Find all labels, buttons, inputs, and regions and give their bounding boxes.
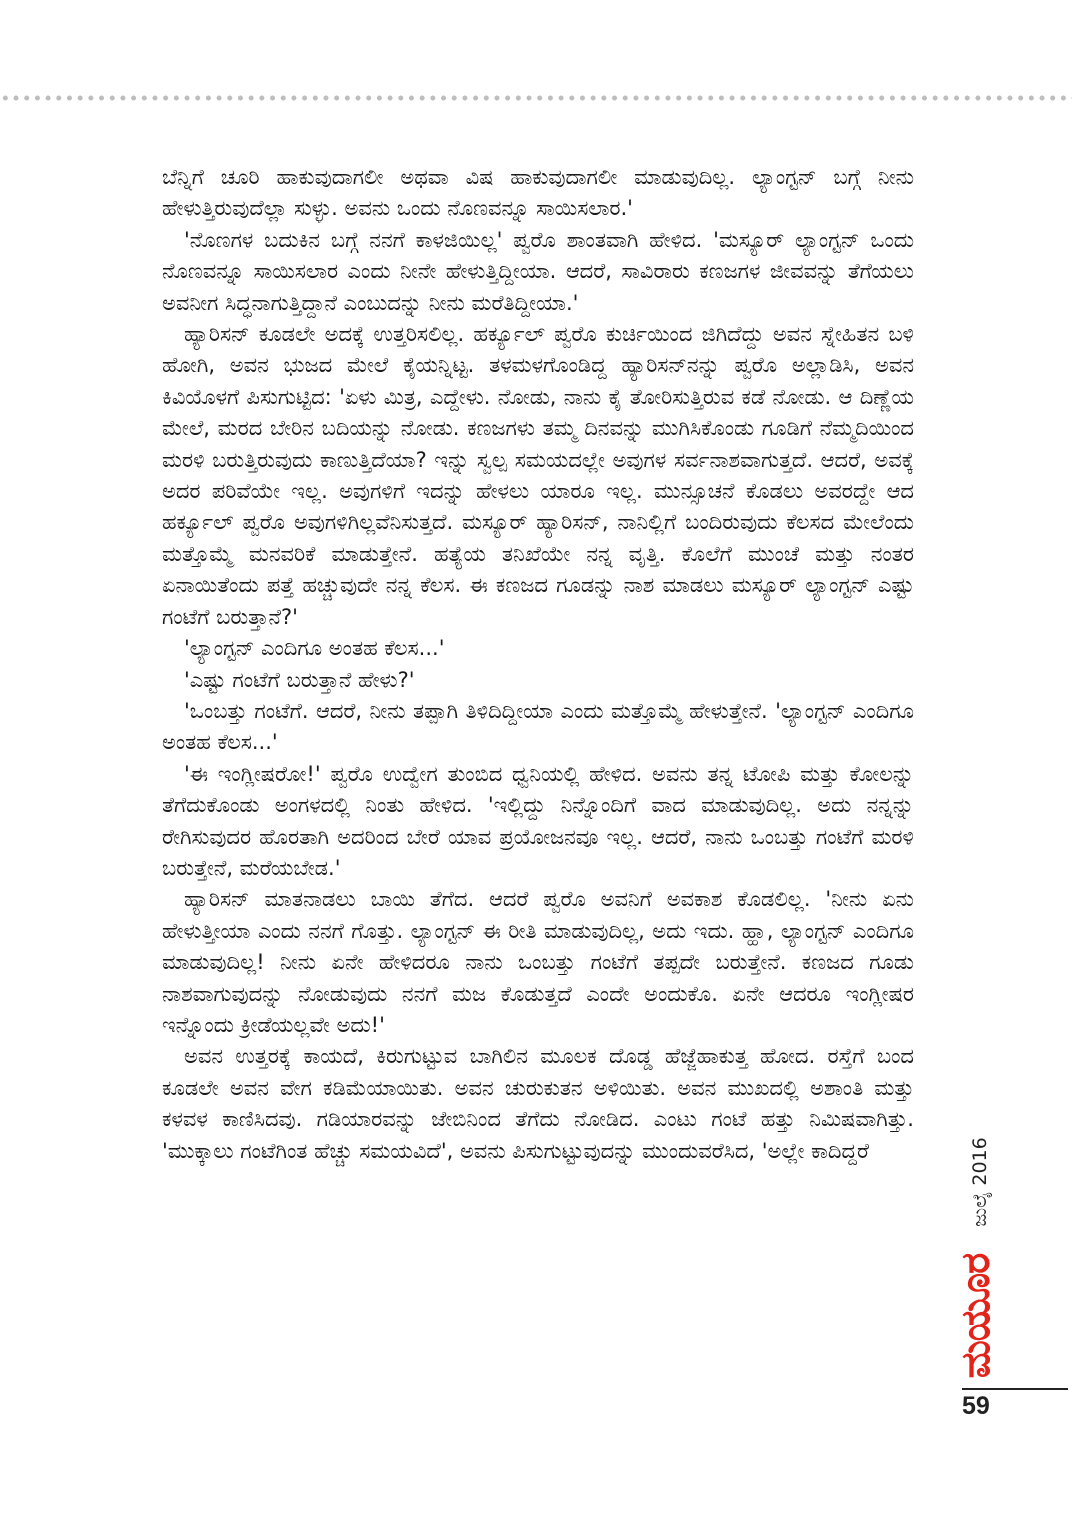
issue-date-text: ಜುಲೈ 2016 xyxy=(969,1137,991,1227)
magazine-logo xyxy=(945,1250,1007,1382)
magazine-logo-text: ಮಯೂರ xyxy=(953,1253,999,1379)
paragraph: 'ಲ್ಯಾಂಗ್ಟನ್ ಎಂದಿಗೂ ಅಂತಹ ಕೆಲಸ...' xyxy=(184,636,445,661)
paragraph: 'ನೊಣಗಳ ಬದುಕಿನ ಬಗ್ಗೆ ನನಗೆ ಕಾಳಜಿಯಿಲ್ಲ' ಪ್ವರೊ ಶಾಂತವಾಗಿ ಹೇಳಿದ. 'ಮಸ್ಯೂರ್ ಲ್ಯಾಂಗ್ಟನ್ ಒಂದು ನೊಣವನ್ನೂ ಸಾಯಿಸಲಾರ ಎಂದು ನೀನೇ ಹೇಳುತ್ತಿದ್ದೀಯಾ. ಆದರೆ, ಸಾವಿರಾರು ಕಣಜಗಳ ಜೀವವನ್ನು ತೆಗೆಯಲು ಅವನೀಗ ಸಿದ್ಧನಾಗುತ್ತಿದ್ದಾನೆ ಎಂಬುದನ್ನು ನೀನು ಮರೆತಿದ್ದೀಯಾ.' xyxy=(162,227,914,315)
issue-date xyxy=(960,1122,1000,1242)
paragraph: ಬೆನ್ನಿಗೆ ಚೂರಿ ಹಾಕುವುದಾಗಲೀ ಅಥವಾ ವಿಷ ಹಾಕುವುದಾಗಲೀ ಮಾಡುವುದಿಲ್ಲ. ಲ್ಯಾಂಗ್ಟನ್ ಬಗ್ಗೆ ನೀನು ಹೇಳುತ್ತಿರುವುದೆಲ್ಲಾ ಸುಳ್ಳು. ಅವನು ಒಂದು ನೊಣವನ್ನೂ ಸಾಯಿಸಲಾರ.' xyxy=(162,165,914,221)
paragraph: ಹ್ಯಾರಿಸನ್ ಕೂಡಲೇ ಅದಕ್ಕೆ ಉತ್ತರಿಸಲಿಲ್ಲ. ಹರ್ಕ್ಯೂಲ್ ಪ್ವರೊ ಕುರ್ಚಿಯಿಂದ ಜಿಗಿದೆದ್ದು ಅವನ ಸ್ನೇಹಿತನ ಬಳಿ ಹೋಗಿ, ಅವನ ಭುಜದ ಮೇಲೆ ಕೈಯನ್ನಿಟ್ಟ. ತಳಮಳಗೊಂಡಿದ್ದ ಹ್ಯಾರಿಸನ್‌ನನ್ನು ಪ್ವರೊ ಅಲ್ಲಾಡಿಸಿ, ಅವನ ಕಿವಿಯೊಳಗೆ ಪಿಸುಗುಟ್ಟಿದ: 'ಏಳು ಮಿತ್ರ, ಎದ್ದೇಳು. ನೋಡು, ನಾನು ಕೈ ತೋರಿಸುತ್ತಿರುವ ಕಡೆ ನೋಡು. ಆ ದಿಣ್ಣೆಯ ಮೇಲೆ, ಮರದ ಬೇರಿನ ಬದಿಯನ್ನು ನೋಡು. ಕಣಜಗಳು ತಮ್ಮ ದಿನವನ್ನು ಮುಗಿಸಿಕೊಂಡು ಗೂಡಿಗೆ ನೆಮ್ಮದಿಯಿಂದ ಮರಳಿ ಬರುತ್ತಿರುವುದು ಕಾಣುತ್ತಿದೆಯಾ? ಇನ್ನು ಸ್ವಲ್ಪ ಸಮಯದಲ್ಲೇ ಅವುಗಳ ಸರ್ವನಾಶವಾಗುತ್ತದೆ. ಆದರೆ, ಅವಕ್ಕೆ ಅದರ ಪರಿವೆಯೇ ಇಲ್ಲ. ಅವುಗಳಿಗೆ ಇದನ್ನು ಹೇಳಲು ಯಾರೂ ಇಲ್ಲ. ಮುನ್ಸೂಚನೆ ಕೊಡಲು ಅವರದ್ದೇ ಆದ ಹರ್ಕ್ಯೂಲ್ ಪ್ವರೊ ಅವುಗಳಿಗಿಲ್ಲವೆನಿಸುತ್ತದೆ. ಮಸ್ಯೂರ್ ಹ್ಯಾರಿಸನ್, ನಾನಿಲ್ಲಿಗೆ ಬಂದಿರುವುದು ಕೆಲಸದ ಮೇಲೆಂದು ಮತ್ತೊಮ್ಮೆ ಮನವರಿಕೆ ಮಾಡುತ್ತೇನೆ. ಹತ್ಯೆಯ ತನಿಖೆಯೇ ನನ್ನ ವೃತ್ತಿ. ಕೊಲೆಗೆ ಮುಂಚೆ ಮತ್ತು ನಂತರ ಏನಾಯಿತೆಂದು ಪತ್ತೆ ಹಚ್ಚುವುದೇ ನನ್ನ ಕೆಲಸ. ಈ ಕಣಜದ ಗೂಡನ್ನು ನಾಶ ಮಾಡಲು ಮಸ್ಯೂರ್ ಲ್ಯಾಂಗ್ಟನ್ ಎಷ್ಟು ಗಂಟೆಗೆ ಬರುತ್ತಾನೆ?' xyxy=(162,322,914,629)
paragraph: ಹ್ಯಾರಿಸನ್ ಮಾತನಾಡಲು ಬಾಯಿ ತೆಗೆದ. ಆದರೆ ಪ್ವರೊ ಅವನಿಗೆ ಅವಕಾಶ ಕೊಡಲಿಲ್ಲ. 'ನೀನು ಏನು ಹೇಳುತ್ತೀಯಾ ಎಂದು ನನಗೆ ಗೊತ್ತು. ಲ್ಯಾಂಗ್ಟನ್ ಈ ರೀತಿ ಮಾಡುವುದಿಲ್ಲ, ಅದು ಇದು. ಹ್ಹಾ, ಲ್ಯಾಂಗ್ಟನ್ ಎಂದಿಗೂ ಮಾಡುವುದಿಲ್ಲ! ನೀನು ಏನೇ ಹೇಳಿದರೂ ನಾನು ಒಂಬತ್ತು ಗಂಟೆಗೆ ತಪ್ಪದೇ ಬರುತ್ತೇನೆ. ಕಣಜದ ಗೂಡು ನಾಶವಾಗುವುದನ್ನು ನೋಡುವುದು ನನಗೆ ಮಜ ಕೊಡುತ್ತದೆ ಎಂದೇ ಅಂದುಕೊ. ಏನೇ ಆದರೂ ಇಂಗ್ಲೀಷರ ಇನ್ನೊಂದು ಕ್ರೀಡೆಯಲ್ಲವೇ ಅದು!' xyxy=(162,887,914,1037)
page-number-rule xyxy=(962,1388,1068,1390)
paragraph: 'ಈ ಇಂಗ್ಲೀಷರೋ!' ಪ್ವರೊ ಉದ್ವೇಗ ತುಂಬಿದ ಧ್ವನಿಯಲ್ಲಿ ಹೇಳಿದ. ಅವನು ತನ್ನ ಟೋಪಿ ಮತ್ತು ಕೋಲನ್ನು ತೆಗೆದುಕೊಂಡು ಅಂಗಳದಲ್ಲಿ ನಿಂತು ಹೇಳಿದ. 'ಇಲ್ಲಿದ್ದು ನಿನ್ನೊಂದಿಗೆ ವಾದ ಮಾಡುವುದಿಲ್ಲ. ಅದು ನನ್ನನ್ನು ರೇಗಿಸುವುದರ ಹೊರತಾಗಿ ಅದರಿಂದ ಬೇರೆ ಯಾವ ಪ್ರಯೋಜನವೂ ಇಲ್ಲ. ಆದರೆ, ನಾನು ಒಂಬತ್ತು ಗಂಟೆಗೆ ಮರಳಿ ಬರುತ್ತೇನೆ, ಮರೆಯಬೇಡ.' xyxy=(162,761,914,880)
dotted-header-rule xyxy=(0,94,1072,102)
paragraph: 'ಎಷ್ಟು ಗಂಟೆಗೆ ಬರುತ್ತಾನೆ ಹೇಳು?' xyxy=(184,667,415,692)
paragraph: ಅವನ ಉತ್ತರಕ್ಕೆ ಕಾಯದೆ, ಕಿರುಗುಟ್ಟುವ ಬಾಗಿಲಿನ ಮೂಲಕ ದೊಡ್ಡ ಹೆಜ್ಜೆಹಾಕುತ್ತ ಹೋದ. ರಸ್ತೆಗೆ ಬಂದ ಕೂಡಲೇ ಅವನ ವೇಗ ಕಡಿಮೆಯಾಯಿತು. ಅವನ ಚುರುಕುತನ ಅಳಿಯಿತು. ಅವನ ಮುಖದಲ್ಲಿ ಅಶಾಂತಿ ಮತ್ತು ಕಳವಳ ಕಾಣಿಸಿದವು. ಗಡಿಯಾರವನ್ನು ಜೇಬಿನಿಂದ ತೆಗೆದು ನೋಡಿದ. ಎಂಟು ಗಂಟೆ ಹತ್ತು ನಿಮಿಷವಾಗಿತ್ತು. 'ಮುಕ್ಕಾಲು ಗಂಟೆಗಿಂತ ಹೆಚ್ಚು ಸಮಯವಿದೆ', ಅವನು ಪಿಸುಗುಟ್ಟುವುದನ್ನು ಮುಂದುವರೆಸಿದ, 'ಅಲ್ಲೇ ಕಾದಿದ್ದರೆ xyxy=(162,1044,914,1163)
paragraph: 'ಒಂಬತ್ತು ಗಂಟೆಗೆ. ಆದರೆ, ನೀನು ತಪ್ಪಾಗಿ ತಿಳಿದಿದ್ದೀಯಾ ಎಂದು ಮತ್ತೊಮ್ಮೆ ಹೇಳುತ್ತೇನೆ. 'ಲ್ಯಾಂಗ್ಟನ್ ಎಂದಿಗೂ ಅಂತಹ ಕೆಲಸ...' xyxy=(162,698,914,755)
article-body xyxy=(162,162,914,1167)
page-number: 59 xyxy=(962,1392,990,1420)
